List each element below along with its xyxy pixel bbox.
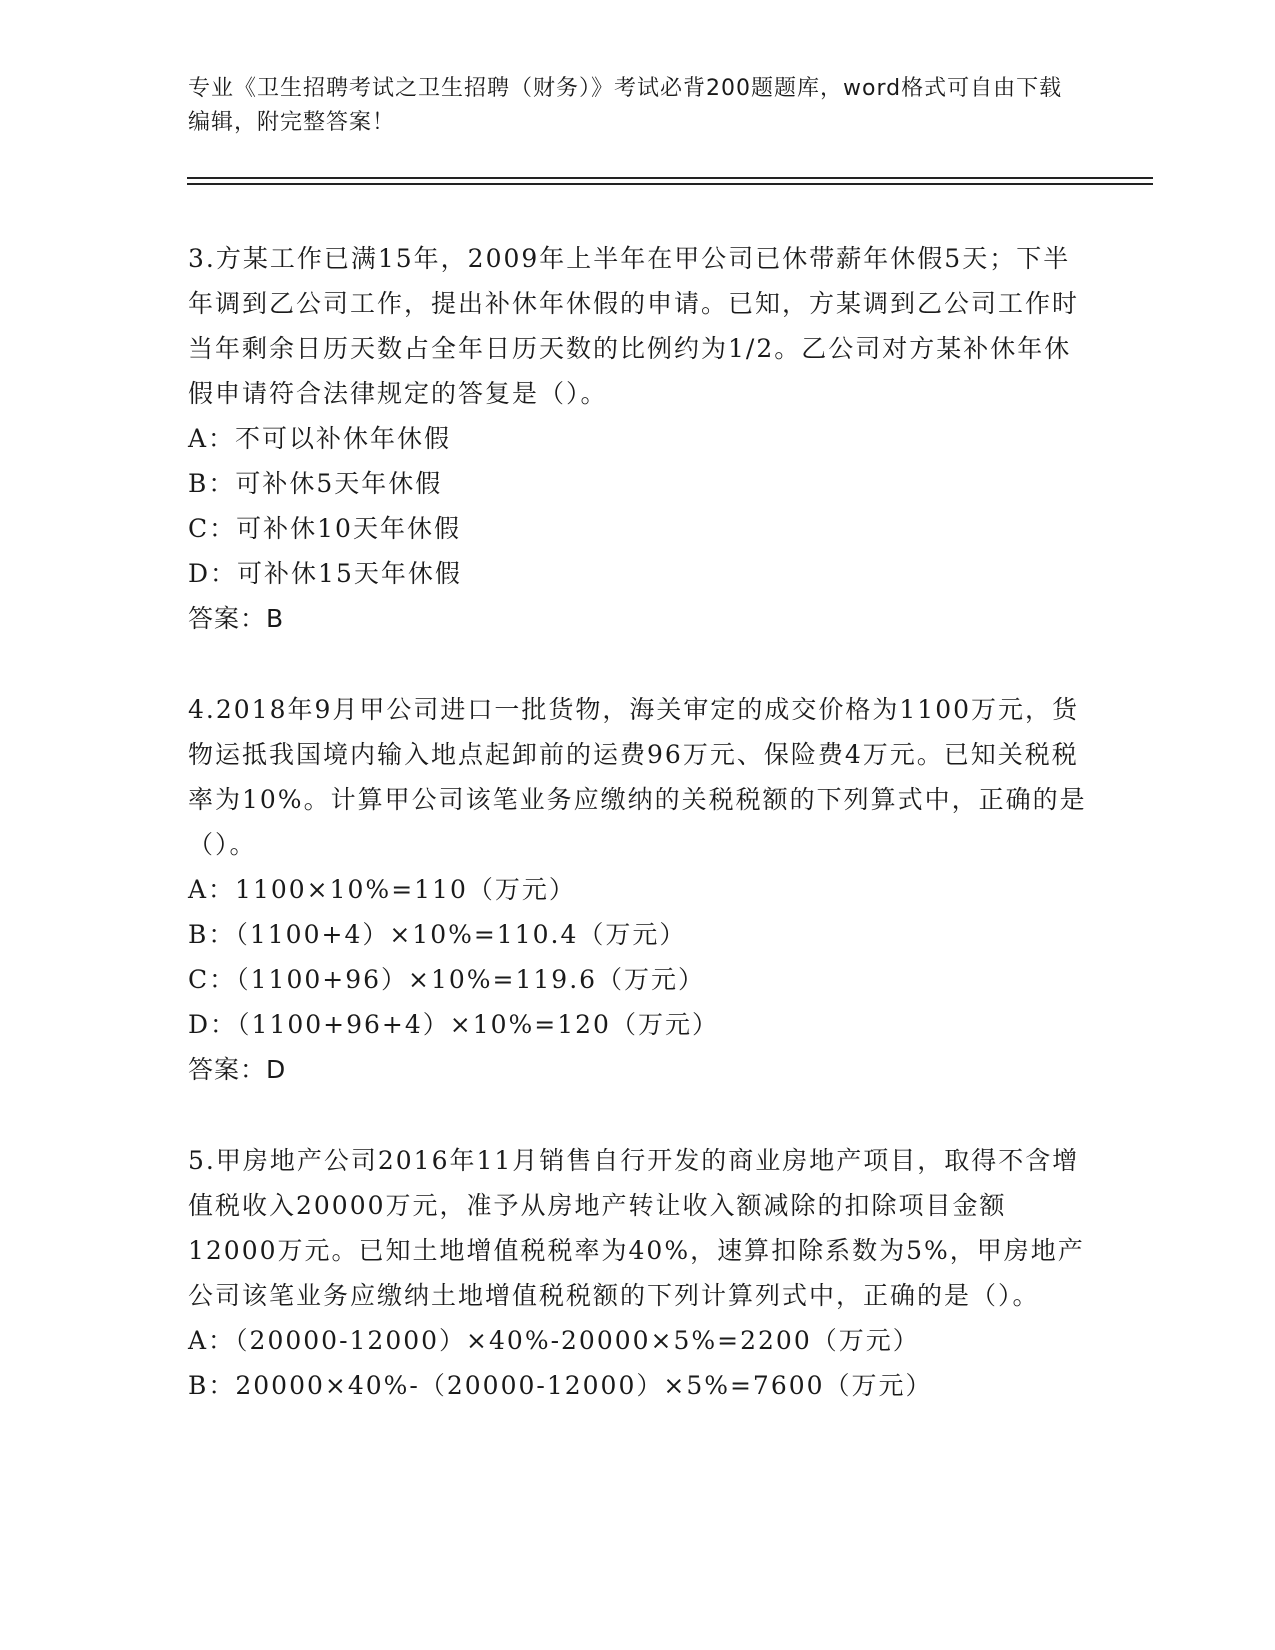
option-a: A：不可以补休年休假 [188,424,452,453]
question-3 [188,236,1088,641]
option-b: B：（1100+4）×10%=110.4（万元） [188,920,687,949]
document-header: 专业《卫生招聘考试之卫生招聘（财务）》考试必背200题题库，word格式可自由下载编辑，附完整答案！ [188,76,1063,135]
option-c: C：（1100+96）×10%=119.6（万元） [188,965,706,994]
option-b: B：20000×40%-（20000-12000）×5%=7600（万元） [188,1371,933,1400]
answer-line: 答案：D [188,1055,287,1084]
header-divider-top [187,177,1153,179]
question-text: 3.方某工作已满15年，2009年上半年在甲公司已休带薪年休假5天；下半年调到乙公司工作，提出补休年休假的申请。已知，方某调到乙公司工作时当年剩余日历天数占全年日历天数的比例约为1/2。乙公司对方某补休年休假申请符合法律规定的答复是（）。 [188,244,1080,408]
question-5 [188,1138,1088,1408]
option-c: C：可补休10天年休假 [188,514,461,543]
header-divider-bottom [187,183,1153,185]
answer-line: 答案：B [188,604,285,633]
question-list [188,236,1088,1454]
option-list [188,867,1088,1047]
option-d: D：（1100+96+4）×10%=120（万元） [188,1010,719,1039]
option-d: D：可补休15天年休假 [188,559,462,588]
question-4 [188,687,1088,1092]
option-list [188,416,1088,596]
option-list [188,1318,1088,1408]
option-a: A：（20000-12000）×40%-20000×5%=2200（万元） [188,1326,920,1355]
option-a: A：1100×10%=110（万元） [188,875,576,904]
question-text: 4.2018年9月甲公司进口一批货物，海关审定的成交价格为1100万元，货物运抵我国境内输入地点起卸前的运费96万元、保险费4万元。已知关税税率为10%。计算甲公司该笔业务应缴纳的关税税额的下列算式中，正确的是（）。 [188,695,1087,859]
question-text: 5.甲房地产公司2016年11月销售自行开发的商业房地产项目，取得不含增值税收入20000万元，准予从房地产转让收入额减除的扣除项目金额12000万元。已知土地增值税税率为40%，速算扣除系数为5%，甲房地产公司该笔业务应缴纳土地增值税税额的下列计算列式中，正确的是（）。 [188,1146,1085,1310]
option-b: B：可补休5天年休假 [188,469,443,498]
